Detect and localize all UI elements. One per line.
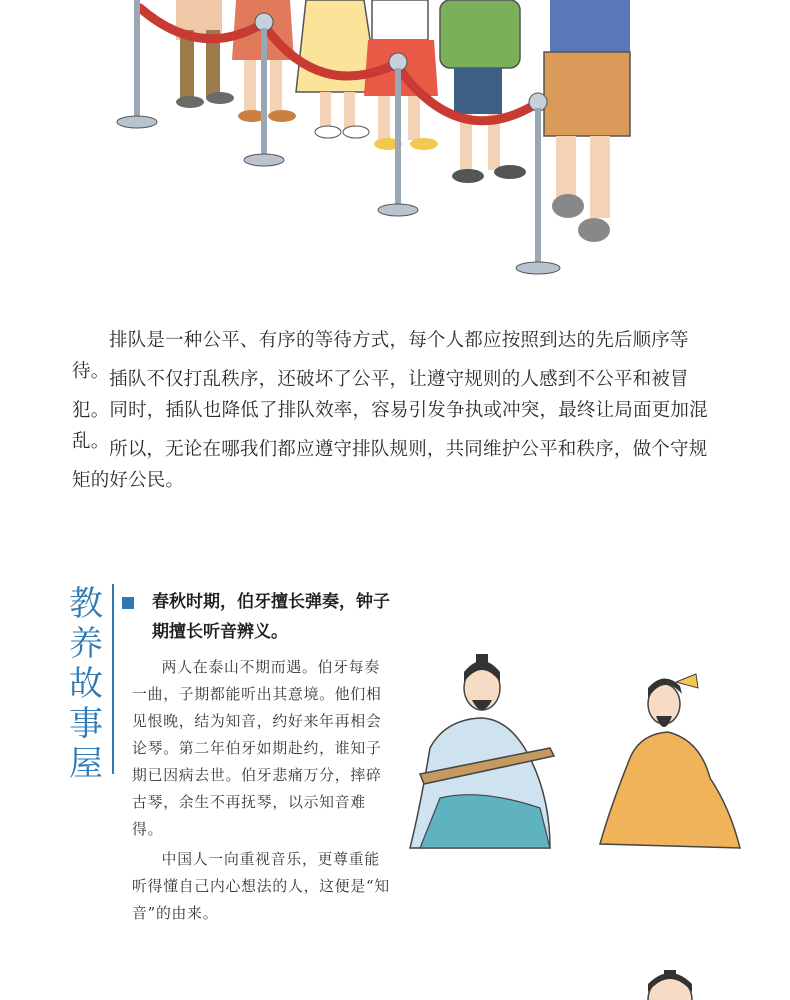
section-divider [112,584,114,774]
partial-figure-illustration [630,970,710,1000]
adult-figure [544,0,630,242]
main-paragraph-3: 所以，无论在哪我们都应遵守排队规则，共同维护公平和秩序，做个守规矩的好公民。 [72,439,708,491]
child-figure-1 [176,0,234,108]
main-paragraph-1: 排队是一种公平、有序的等待方式，每个人都应按照到达的先后顺序等待。 [72,330,689,382]
story-paragraph-1: 两人在泰山不期而遇。伯牙每奏一曲，子期都能听出其意境。他们相见恨晚，结为知音，约好来年再相会论琴。第二年伯牙如期赴约，谁知子期已因病去世。伯牙悲痛万分，摔碎古琴，余生不再抚琴，以示知音难得。 [132,659,382,838]
section-title-char: 事 [69,704,103,744]
main-paragraph-2: 插队不仅打乱秩序，还破坏了公平，让遵守规则的人感到不公平和被冒犯。同时，插队也降低了排队效率，容易引发争执或冲突，最终让局面更加混乱。 [72,369,708,452]
child-figure-5 [440,0,526,183]
boya-ziqi-illustration [400,648,750,858]
section-title [66,584,106,784]
queue-illustration [0,0,790,290]
square-bullet-icon [122,597,134,609]
story-heading: 春秋时期，伯牙擅长弹奏，钟子期擅长听音辨义。 [152,592,390,642]
section-title-char: 教 [69,584,103,624]
boya-figure [410,654,550,848]
ziqi-figure [600,674,740,848]
section-title-char: 故 [69,664,103,704]
section-title-char: 屋 [69,744,103,784]
story-paragraph-2: 中国人一向重视音乐，更尊重能听得懂自己内心想法的人，这便是“知音”的由来。 [132,851,390,922]
section-title-char: 养 [69,624,103,664]
